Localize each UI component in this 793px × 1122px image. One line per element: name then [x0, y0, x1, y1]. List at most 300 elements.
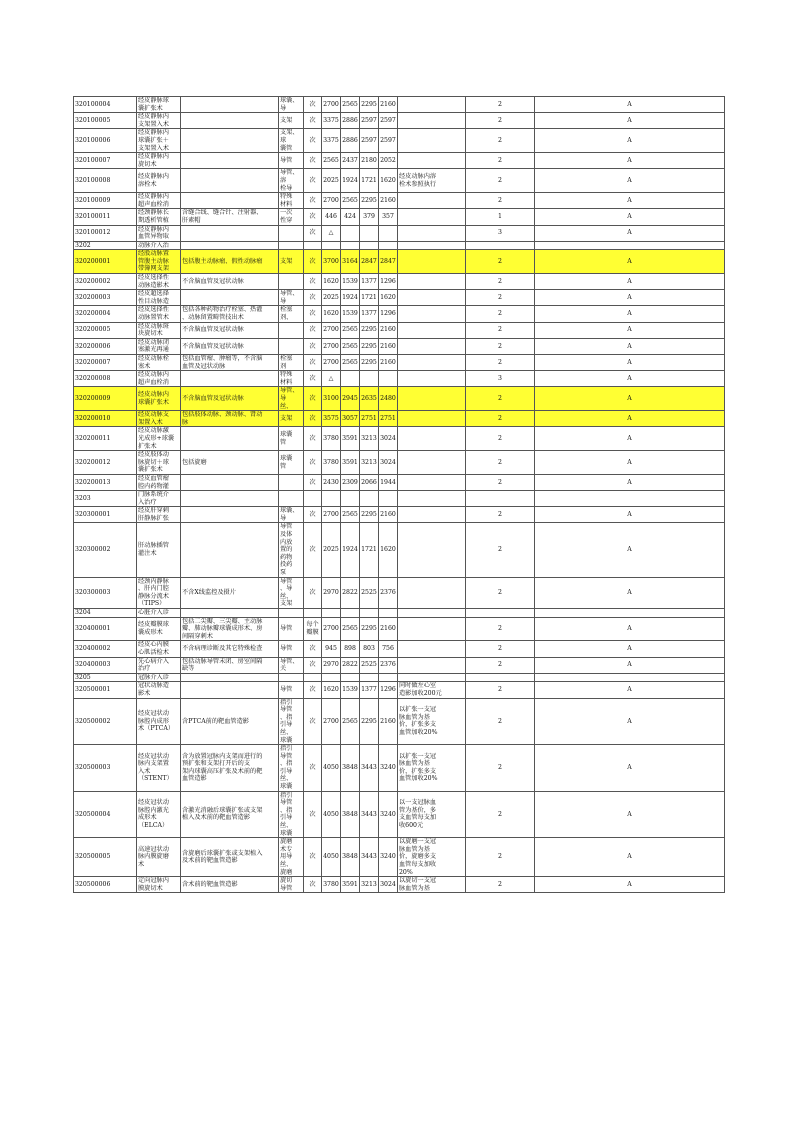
- price-3-cell: 803: [360, 641, 379, 657]
- name-cell: 经皮静脉内 球囊扩张＋ 支架置入术: [137, 129, 181, 153]
- name-cell: 经皮血管瘤 腔内药物灌: [137, 474, 181, 490]
- unit-cell: 次: [304, 371, 322, 387]
- description-cell: [398, 451, 466, 475]
- flag-cell: A: [535, 225, 725, 241]
- unit-cell: 次: [304, 427, 322, 451]
- table-row: [74, 371, 725, 387]
- price-1-cell: 4050: [322, 838, 341, 877]
- unit-cell: 次: [304, 838, 322, 877]
- code-cell: 3202: [74, 241, 137, 250]
- note-cell: 含缝合线、缝合针、注射器、 肝素帽: [181, 209, 279, 225]
- price-3-cell: [360, 371, 379, 387]
- price-1-cell: 2700: [322, 698, 341, 745]
- note-cell: [181, 290, 279, 306]
- material-cell: 导管: [279, 617, 304, 641]
- class-cell: 1: [466, 209, 535, 225]
- note-cell: [181, 193, 279, 209]
- price-1-cell: 4050: [322, 791, 341, 838]
- table-row: [74, 169, 725, 193]
- class-cell: 2: [466, 322, 535, 338]
- table-row: [74, 577, 725, 608]
- description-cell: 以旋切一支冠 脉血管为基: [398, 877, 466, 893]
- price-2-cell: [341, 673, 360, 682]
- description-cell: [398, 641, 466, 657]
- name-cell: 定向冠脉内 膜旋切术: [137, 877, 181, 893]
- unit-cell: 次: [304, 97, 322, 113]
- name-cell: 先心病介入 治疗: [137, 657, 181, 673]
- price-2-cell: 1539: [341, 306, 360, 322]
- price-4-cell: 3024: [379, 451, 398, 475]
- material-cell: 指引 导管 、指 引导 丝、 球囊: [279, 791, 304, 838]
- material-cell: 球囊 管: [279, 451, 304, 475]
- note-cell: 含激光消融后球囊扩张或支架 植入及术前的靶血管造影: [181, 791, 279, 838]
- note-cell: [181, 523, 279, 577]
- price-1-cell: 2565: [322, 153, 341, 169]
- price-2-cell: [341, 609, 360, 618]
- description-cell: [398, 306, 466, 322]
- name-cell: 经皮静脉内 溶栓术: [137, 169, 181, 193]
- price-3-cell: 1377: [360, 306, 379, 322]
- flag-cell: A: [535, 250, 725, 274]
- price-4-cell: 2160: [379, 507, 398, 523]
- note-cell: [181, 241, 279, 250]
- description-cell: [398, 577, 466, 608]
- note-cell: 不含脑血管及冠状动脉: [181, 322, 279, 338]
- unit-cell: 次: [304, 225, 322, 241]
- price-3-cell: [360, 491, 379, 507]
- price-4-cell: 1620: [379, 523, 398, 577]
- flag-cell: A: [535, 745, 725, 792]
- price-4-cell: [379, 225, 398, 241]
- table-row: [74, 838, 725, 877]
- name-cell: 经皮瓣膜球 囊成形术: [137, 617, 181, 641]
- price-2-cell: 3164: [341, 250, 360, 274]
- code-cell: 320100007: [74, 153, 137, 169]
- material-cell: 指引 导管 、指 引导 丝、 球囊: [279, 745, 304, 792]
- price-2-cell: 2886: [341, 113, 360, 129]
- class-cell: 2: [466, 682, 535, 698]
- price-2-cell: [341, 371, 360, 387]
- price-1-cell: 2700: [322, 507, 341, 523]
- material-cell: [279, 609, 304, 618]
- price-1-cell: 2700: [322, 617, 341, 641]
- price-3-cell: 1377: [360, 274, 379, 290]
- price-1-cell: 3780: [322, 877, 341, 893]
- code-cell: 320400001: [74, 617, 137, 641]
- note-cell: [181, 427, 279, 451]
- flag-cell: A: [535, 451, 725, 475]
- code-cell: 3203: [74, 491, 137, 507]
- table-row: [74, 523, 725, 577]
- price-3-cell: [360, 673, 379, 682]
- price-1-cell: 1620: [322, 682, 341, 698]
- price-2-cell: 898: [341, 641, 360, 657]
- code-cell: 320200007: [74, 355, 137, 371]
- price-4-cell: 2376: [379, 657, 398, 673]
- code-cell: 320400003: [74, 657, 137, 673]
- note-cell: 不含脑血管及冠状动脉: [181, 274, 279, 290]
- material-cell: 球囊 管: [279, 427, 304, 451]
- price-4-cell: 1296: [379, 274, 398, 290]
- note-cell: [181, 673, 279, 682]
- note-cell: 包括动脉导管未闭、房室间隔 缺等: [181, 657, 279, 673]
- description-cell: [398, 523, 466, 577]
- table-row: [74, 617, 725, 641]
- price-3-cell: 2295: [360, 698, 379, 745]
- material-cell: 一次 性穿: [279, 209, 304, 225]
- price-1-cell: 3375: [322, 129, 341, 153]
- description-cell: [398, 355, 466, 371]
- description-cell: [398, 153, 466, 169]
- note-cell: [181, 129, 279, 153]
- description-cell: 同时做左心室 造影加收200元: [398, 682, 466, 698]
- material-cell: [279, 474, 304, 490]
- price-4-cell: 756: [379, 641, 398, 657]
- code-cell: 3205: [74, 673, 137, 682]
- class-cell: 3: [466, 371, 535, 387]
- name-cell: 门脉系统介 入治疗: [137, 491, 181, 507]
- material-cell: [279, 491, 304, 507]
- price-1-cell: 1620: [322, 306, 341, 322]
- material-cell: 导管、导 丝、: [279, 387, 304, 411]
- flag-cell: A: [535, 698, 725, 745]
- price-4-cell: 2160: [379, 193, 398, 209]
- class-cell: 2: [466, 193, 535, 209]
- description-cell: [398, 371, 466, 387]
- price-1-cell: 2970: [322, 657, 341, 673]
- code-cell: 320200006: [74, 338, 137, 354]
- note-cell: 不含脑血管及冠状动脉: [181, 338, 279, 354]
- price-2-cell: 3591: [341, 451, 360, 475]
- flag-cell: [535, 673, 725, 682]
- class-cell: 3: [466, 225, 535, 241]
- flag-cell: A: [535, 474, 725, 490]
- description-cell: [398, 193, 466, 209]
- material-cell: 特殊 材料: [279, 193, 304, 209]
- table-row: [74, 322, 725, 338]
- class-cell: 2: [466, 641, 535, 657]
- price-3-cell: 2295: [360, 355, 379, 371]
- unit-cell: 次: [304, 474, 322, 490]
- name-cell: 经皮动脉闭 塞激光再通: [137, 338, 181, 354]
- price-4-cell: [379, 371, 398, 387]
- price-2-cell: [341, 241, 360, 250]
- table-row: [74, 682, 725, 698]
- note-cell: [181, 507, 279, 523]
- table-row: [74, 290, 725, 306]
- code-cell: 320200008: [74, 371, 137, 387]
- material-cell: [279, 225, 304, 241]
- price-4-cell: 1296: [379, 306, 398, 322]
- table-row: [74, 641, 725, 657]
- description-cell: [398, 209, 466, 225]
- material-cell: [279, 241, 304, 250]
- price-1-cell: 2700: [322, 97, 341, 113]
- unit-cell: [304, 609, 322, 618]
- flag-cell: A: [535, 577, 725, 608]
- price-4-cell: [379, 609, 398, 618]
- flag-cell: A: [535, 838, 725, 877]
- unit-cell: [304, 241, 322, 250]
- class-cell: [466, 609, 535, 618]
- price-1-cell: 2025: [322, 290, 341, 306]
- table-row: [74, 113, 725, 129]
- code-cell: 320200005: [74, 322, 137, 338]
- class-cell: 2: [466, 507, 535, 523]
- unit-cell: [304, 491, 322, 507]
- class-cell: 2: [466, 745, 535, 792]
- price-3-cell: 2295: [360, 338, 379, 354]
- table-row: [74, 193, 725, 209]
- class-cell: 2: [466, 577, 535, 608]
- price-2-cell: 2886: [341, 129, 360, 153]
- price-3-cell: 2295: [360, 193, 379, 209]
- material-cell: 特殊 材料: [279, 371, 304, 387]
- name-cell: 经皮心内膜 心肌活检术: [137, 641, 181, 657]
- description-cell: 以扩张一支冠 脉血管为基 价，扩张多支 血管加收20%: [398, 745, 466, 792]
- code-cell: 320500003: [74, 745, 137, 792]
- name-cell: 经皮动脉支 架置入术: [137, 411, 181, 427]
- price-2-cell: 2437: [341, 153, 360, 169]
- flag-cell: A: [535, 322, 725, 338]
- flag-cell: A: [535, 97, 725, 113]
- price-3-cell: 3213: [360, 877, 379, 893]
- description-cell: [398, 274, 466, 290]
- unit-cell: 次: [304, 682, 322, 698]
- price-2-cell: 3848: [341, 838, 360, 877]
- price-3-cell: 2597: [360, 113, 379, 129]
- table-row: [74, 698, 725, 745]
- price-3-cell: 379: [360, 209, 379, 225]
- flag-cell: A: [535, 641, 725, 657]
- price-1-cell: 2430: [322, 474, 341, 490]
- price-4-cell: 1620: [379, 169, 398, 193]
- flag-cell: A: [535, 427, 725, 451]
- note-cell: [181, 491, 279, 507]
- table-row: [74, 306, 725, 322]
- price-3-cell: 3443: [360, 838, 379, 877]
- price-2-cell: 424: [341, 209, 360, 225]
- unit-cell: 次: [304, 322, 322, 338]
- class-cell: 2: [466, 97, 535, 113]
- unit-cell: 次: [304, 355, 322, 371]
- class-cell: 2: [466, 290, 535, 306]
- unit-cell: 次: [304, 153, 322, 169]
- material-cell: 栓塞 剂、: [279, 306, 304, 322]
- price-1-cell: △: [322, 371, 341, 387]
- material-cell: [279, 274, 304, 290]
- class-cell: 2: [466, 617, 535, 641]
- table-row: [74, 791, 725, 838]
- table-row: [74, 97, 725, 113]
- price-2-cell: 2565: [341, 617, 360, 641]
- table-row: [74, 427, 725, 451]
- name-cell: 经皮静脉内 支架置入术: [137, 113, 181, 129]
- note-cell: 包括二尖瓣、三尖瓣、主动脉 瓣、肺动脉瓣球囊成形术、房 间隔穿刺术: [181, 617, 279, 641]
- table-row: [74, 338, 725, 354]
- price-3-cell: 2295: [360, 507, 379, 523]
- price-2-cell: 1924: [341, 290, 360, 306]
- price-3-cell: 2635: [360, 387, 379, 411]
- table-row: [74, 609, 725, 618]
- code-cell: 320200013: [74, 474, 137, 490]
- description-cell: [398, 673, 466, 682]
- name-cell: 经皮静脉内 旋切术: [137, 153, 181, 169]
- unit-cell: 次: [304, 387, 322, 411]
- price-4-cell: 2480: [379, 387, 398, 411]
- code-cell: 320400002: [74, 641, 137, 657]
- price-1-cell: 3780: [322, 451, 341, 475]
- price-4-cell: 1620: [379, 290, 398, 306]
- price-2-cell: 1924: [341, 523, 360, 577]
- price-4-cell: 3240: [379, 838, 398, 877]
- unit-cell: 次: [304, 338, 322, 354]
- code-cell: 320100006: [74, 129, 137, 153]
- price-3-cell: 2597: [360, 129, 379, 153]
- description-cell: [398, 225, 466, 241]
- price-4-cell: 2160: [379, 97, 398, 113]
- flag-cell: A: [535, 209, 725, 225]
- note-cell: [181, 609, 279, 618]
- price-4-cell: 1944: [379, 474, 398, 490]
- material-cell: [279, 673, 304, 682]
- table-row: [74, 507, 725, 523]
- price-2-cell: 1924: [341, 169, 360, 193]
- price-2-cell: 3848: [341, 791, 360, 838]
- flag-cell: A: [535, 657, 725, 673]
- price-4-cell: 2597: [379, 113, 398, 129]
- name-cell: 经皮冠状动 脉腔内激光 成形术 （ELCA）: [137, 791, 181, 838]
- price-2-cell: 2565: [341, 338, 360, 354]
- flag-cell: [535, 491, 725, 507]
- price-4-cell: 2597: [379, 129, 398, 153]
- description-cell: 经皮动脉内溶 栓术参照执行: [398, 169, 466, 193]
- material-cell: 指引 导管 、指 引导 丝、 球囊: [279, 698, 304, 745]
- price-4-cell: 2376: [379, 577, 398, 608]
- code-cell: 320500001: [74, 682, 137, 698]
- price-2-cell: 2565: [341, 507, 360, 523]
- description-cell: [398, 129, 466, 153]
- table-row: [74, 250, 725, 274]
- unit-cell: 次: [304, 290, 322, 306]
- price-3-cell: 2525: [360, 577, 379, 608]
- class-cell: 2: [466, 877, 535, 893]
- unit-cell: 次: [304, 507, 322, 523]
- unit-cell: 次: [304, 250, 322, 274]
- price-1-cell: 945: [322, 641, 341, 657]
- class-cell: [466, 673, 535, 682]
- price-4-cell: 2160: [379, 698, 398, 745]
- unit-cell: 次: [304, 129, 322, 153]
- flag-cell: A: [535, 507, 725, 523]
- material-cell: 支架: [279, 411, 304, 427]
- price-1-cell: 1620: [322, 274, 341, 290]
- price-2-cell: 3591: [341, 427, 360, 451]
- price-1-cell: 3100: [322, 387, 341, 411]
- description-cell: [398, 609, 466, 618]
- class-cell: 2: [466, 306, 535, 322]
- flag-cell: A: [535, 617, 725, 641]
- material-cell: 支架: [279, 113, 304, 129]
- unit-cell: 次: [304, 113, 322, 129]
- material-cell: 导管: [279, 153, 304, 169]
- class-cell: 2: [466, 657, 535, 673]
- table-row: [74, 274, 725, 290]
- price-2-cell: [341, 491, 360, 507]
- table-row: [74, 153, 725, 169]
- unit-cell: 次: [304, 641, 322, 657]
- note-cell: 包括肢体动脉、颈动脉、肾动 脉: [181, 411, 279, 427]
- price-1-cell: 3700: [322, 250, 341, 274]
- note-cell: [181, 371, 279, 387]
- class-cell: 2: [466, 523, 535, 577]
- price-3-cell: 2180: [360, 153, 379, 169]
- price-3-cell: 2847: [360, 250, 379, 274]
- table-row: [74, 209, 725, 225]
- material-cell: 球囊、导: [279, 507, 304, 523]
- price-1-cell: 2700: [322, 355, 341, 371]
- class-cell: 2: [466, 451, 535, 475]
- material-cell: [279, 322, 304, 338]
- name-cell: 经皮肢体动 脉旋切＋球 囊扩张术: [137, 451, 181, 475]
- note-cell: 不含X线监控及摄片: [181, 577, 279, 608]
- name-cell: 经皮超选择 性目动脉造: [137, 290, 181, 306]
- table-row: [74, 355, 725, 371]
- class-cell: 2: [466, 387, 535, 411]
- price-4-cell: 2160: [379, 355, 398, 371]
- price-2-cell: 2945: [341, 387, 360, 411]
- note-cell: [181, 682, 279, 698]
- code-cell: 320100011: [74, 209, 137, 225]
- code-cell: 320100012: [74, 225, 137, 241]
- class-cell: 2: [466, 338, 535, 354]
- price-4-cell: 2160: [379, 322, 398, 338]
- class-cell: 2: [466, 250, 535, 274]
- code-cell: 320100005: [74, 113, 137, 129]
- flag-cell: A: [535, 523, 725, 577]
- unit-cell: 次: [304, 523, 322, 577]
- unit-cell: 次: [304, 577, 322, 608]
- description-cell: [398, 491, 466, 507]
- unit-cell: 每个 瓣膜: [304, 617, 322, 641]
- price-1-cell: 3780: [322, 427, 341, 451]
- price-4-cell: 2751: [379, 411, 398, 427]
- table-row: [74, 241, 725, 250]
- unit-cell: 次: [304, 169, 322, 193]
- price-3-cell: 3443: [360, 791, 379, 838]
- code-cell: 320100008: [74, 169, 137, 193]
- table-row: [74, 451, 725, 475]
- unit-cell: 次: [304, 745, 322, 792]
- code-cell: 320500004: [74, 791, 137, 838]
- class-cell: 2: [466, 113, 535, 129]
- price-4-cell: [379, 241, 398, 250]
- material-cell: 导管: [279, 641, 304, 657]
- table-row: [74, 225, 725, 241]
- material-cell: 旋切 导管: [279, 877, 304, 893]
- note-cell: [181, 169, 279, 193]
- flag-cell: A: [535, 169, 725, 193]
- price-3-cell: [360, 609, 379, 618]
- description-cell: [398, 113, 466, 129]
- name-cell: 心脏介入诊: [137, 609, 181, 618]
- price-3-cell: 2066: [360, 474, 379, 490]
- price-1-cell: 2700: [322, 322, 341, 338]
- material-cell: 导管 及体 内放 置的 药物 投药 泵: [279, 523, 304, 577]
- unit-cell: 次: [304, 791, 322, 838]
- table-row: [74, 745, 725, 792]
- table-row: [74, 129, 725, 153]
